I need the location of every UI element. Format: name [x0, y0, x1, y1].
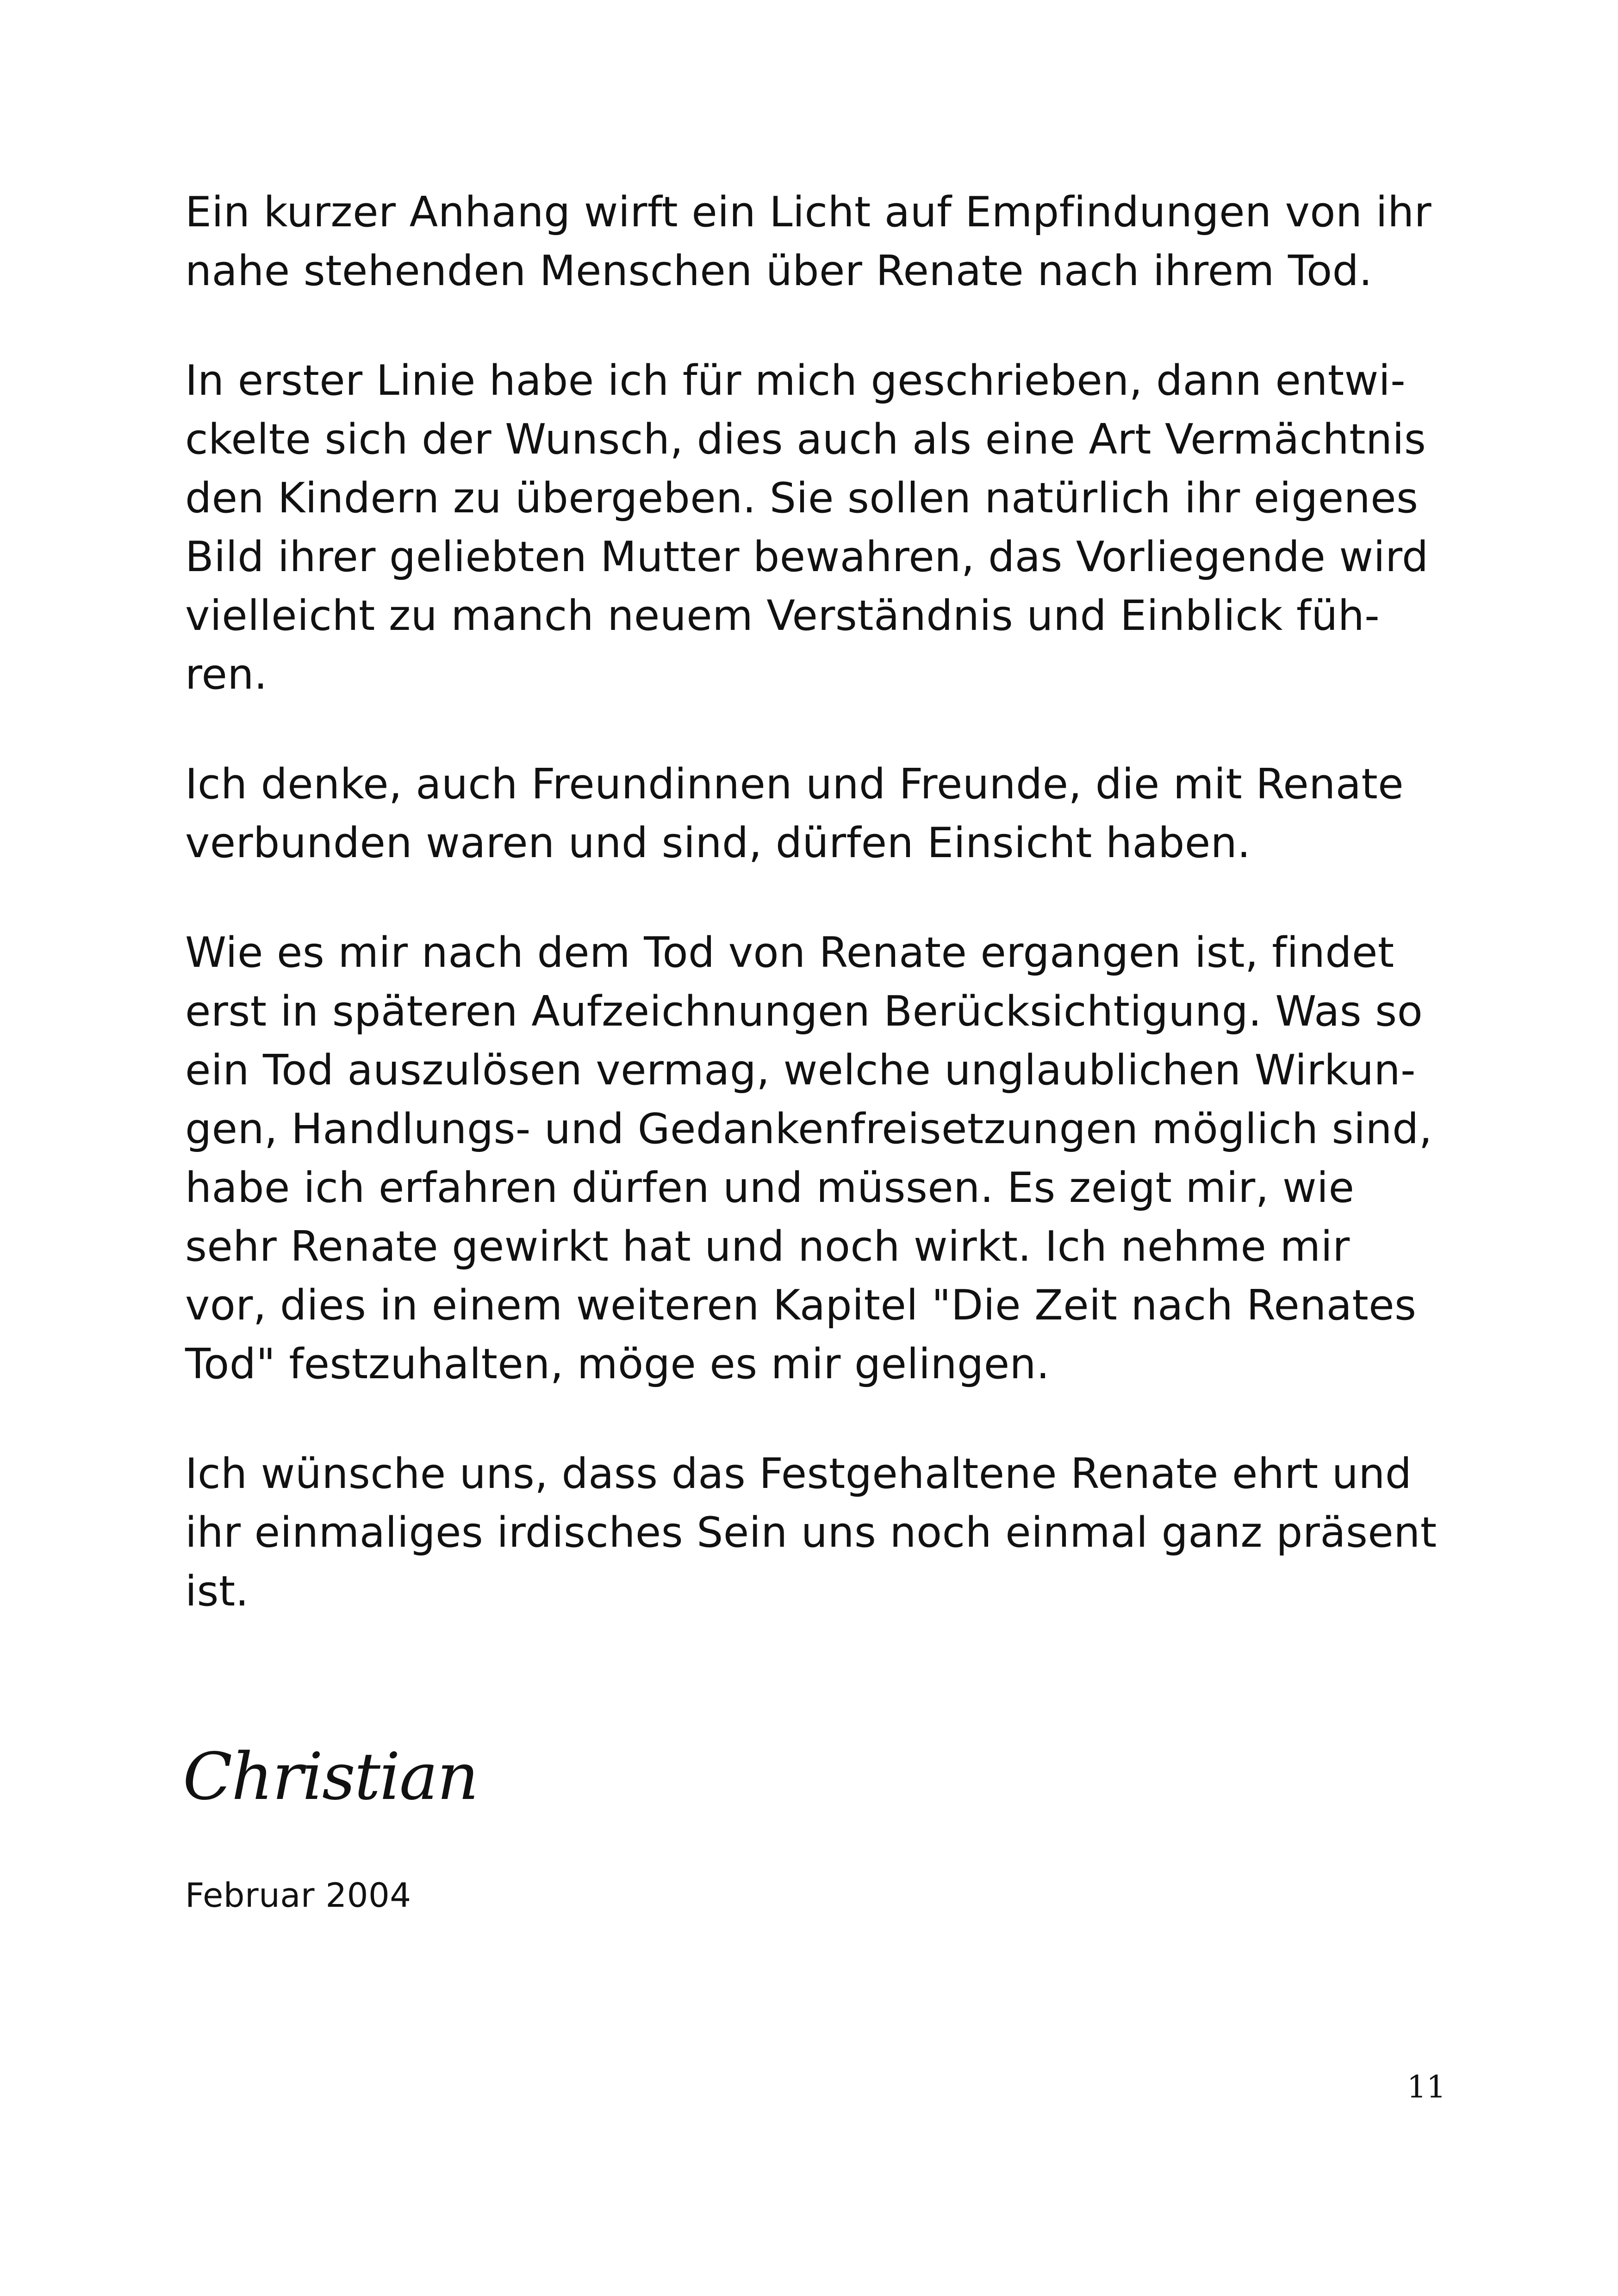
text-line: erst in späteren Aufzeichnungen Berücksichtigung. Was so — [185, 987, 1423, 1036]
text-line: ckelte sich der Wunsch, dies auch als eine Art Vermächtnis — [185, 415, 1426, 464]
text-line: nahe stehenden Menschen über Renate nach ihrem Tod. — [185, 247, 1373, 295]
text-line: Tod" festzuhalten, möge es mir gelingen. — [185, 1340, 1050, 1388]
signature: Christian — [183, 1739, 478, 1815]
text-line: sehr Renate gewirkt hat und noch wirkt. Ich nehme mir — [185, 1222, 1350, 1271]
page-number: 11 — [1407, 2069, 1446, 2105]
text-line: verbunden waren und sind, dürfen Einsicht haben. — [185, 819, 1251, 867]
text-line: Ein kurzer Anhang wirft ein Licht auf Empfindungen von ihr — [185, 188, 1432, 236]
text-line: vielleicht zu manch neuem Verständnis und Einblick füh- — [185, 591, 1380, 640]
text-line: den Kindern zu übergeben. Sie sollen natürlich ihr eigenes — [185, 474, 1419, 523]
paragraph — [185, 351, 1462, 704]
paragraph — [185, 923, 1462, 1394]
text-line: Wie es mir nach dem Tod von Renate ergangen ist, findet — [185, 928, 1394, 977]
text-line: vor, dies in einem weiteren Kapitel "Die Zeit nach Renates — [185, 1281, 1417, 1330]
text-line: ren. — [185, 650, 268, 699]
text-line: Bild ihrer geliebten Mutter bewahren, das Vorliegende wird — [185, 533, 1429, 581]
text-line: gen, Handlungs- und Gedankenfreisetzungen möglich sind, — [185, 1105, 1432, 1153]
date: Februar 2004 — [185, 1876, 411, 1915]
text-line: habe ich erfahren dürfen und müssen. Es zeigt mir, wie — [185, 1164, 1355, 1212]
body-text — [185, 183, 1462, 1672]
paragraph — [185, 755, 1462, 872]
text-line: In erster Linie habe ich für mich geschrieben, dann entwi- — [185, 356, 1406, 405]
text-line: ihr einmaliges irdisches Sein uns noch einmal ganz präsent — [185, 1508, 1437, 1557]
text-line: Ich denke, auch Freundinnen und Freunde, die mit Renate — [185, 760, 1404, 809]
paragraph — [185, 183, 1462, 300]
text-line: ist. — [185, 1567, 249, 1616]
text-line: ein Tod auszulösen vermag, welche unglaublichen Wirkun- — [185, 1046, 1416, 1095]
paragraph — [185, 1444, 1462, 1621]
text-line: Ich wünsche uns, dass das Festgehaltene Renate ehrt und — [185, 1450, 1412, 1498]
